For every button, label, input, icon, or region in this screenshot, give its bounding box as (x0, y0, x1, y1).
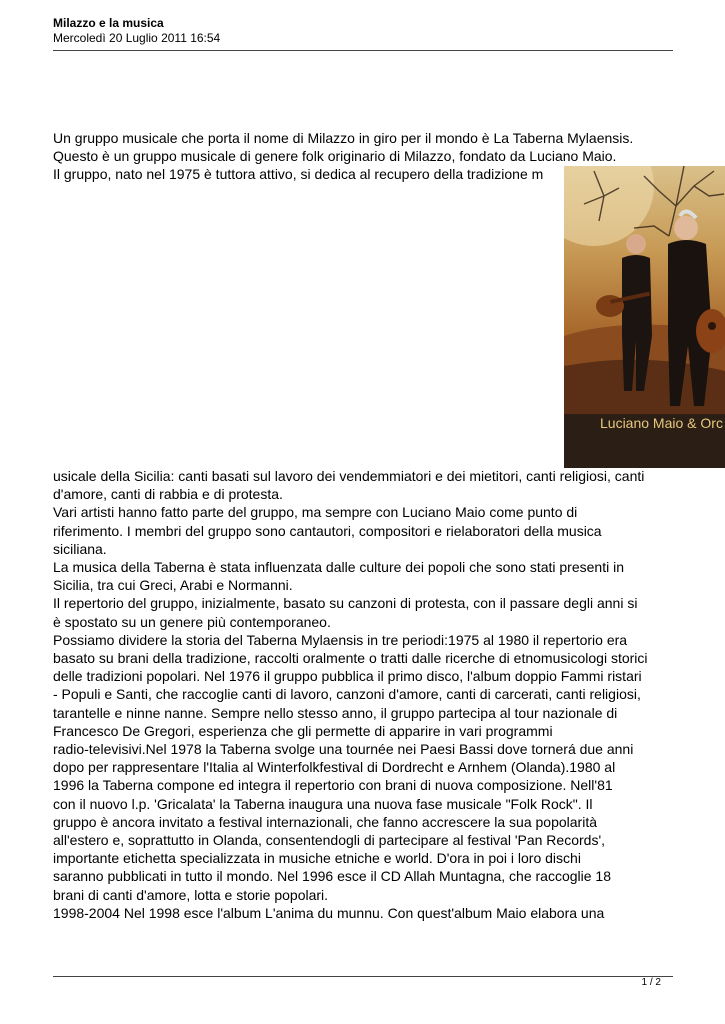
text-line: gruppo è ancora invitato a festival internazionali, che fanno accrescere la sua popolarità (53, 813, 597, 830)
text-line: importante etichetta specializzata in musiche etniche e world. D'ora in poi i loro dischi (53, 850, 581, 867)
text-line: all'estero e, soprattutto in Olanda, consentendogli di partecipare al festival 'Pan Records', (53, 832, 606, 849)
photo-caption: Luciano Maio & Orc (600, 415, 723, 431)
text-line: 1996 la Taberna compone ed integra il repertorio con brani di nuova composizione. Nell'81 (53, 777, 613, 794)
text-line: basato su brani della tradizione, raccolti oralmente o tratti dalle ricerche di etnomusicologi storici (53, 650, 648, 667)
footer-divider (53, 976, 673, 977)
text-line: dopo per rappresentare l'Italia al Winterfolkfestival di Dordrecht e Arnhem (Olanda).1980 al (53, 759, 616, 776)
text-line: 1998-2004 Nel 1998 esce l'album L'anima du munnu. Con quest'album Maio elabora una (53, 904, 605, 921)
text-line: d'amore, canti di rabbia e di protesta. (53, 486, 283, 503)
text-line: Un gruppo musicale che porta il nome di Milazzo in giro per il mondo è La Taberna Mylaensis. (53, 130, 634, 146)
intro-paragraph (53, 129, 633, 184)
text-line: Sicilia, tra cui Greci, Arabi e Normanni. (53, 577, 293, 594)
page-number: 1 / 2 (641, 977, 661, 988)
text-line: radio-televisivi.Nel 1978 la Taberna svolge una tournée nei Paesi Bassi dove tornerá due anni (53, 741, 634, 758)
text-line: Il gruppo, nato nel 1975 è tuttora attivo, si dedica al recupero della tradizione m (53, 166, 544, 183)
page-header (53, 16, 673, 46)
text-line: riferimento. I membri del gruppo sono cantautori, compositori e rielaboratori della musica (53, 522, 602, 539)
text-line: brani di canti d'amore, lotta e storie popolari. (53, 886, 329, 903)
text-line: siciliana. (53, 540, 107, 557)
text-line: usicale della Sicilia: canti basati sul lavoro dei vendemmiatori e dei mietitori, canti religiosi, canti (53, 468, 645, 484)
document-title: Milazzo e la musica (53, 16, 164, 30)
text-line: tarantelle e ninne nanne. Sempre nello stesso anno, il gruppo partecipa al tour nazionale di (53, 704, 618, 721)
body-paragraph (53, 467, 648, 922)
document-date: Mercoledì 20 Luglio 2011 16:54 (53, 31, 221, 45)
text-line: Francesco De Gregori, esperienza che gli permette di apparire in vari programmi (53, 722, 553, 739)
text-line: delle tradizioni popolari. Nel 1976 il gruppo pubblica il primo disco, l'album doppio Fammi ristari (53, 668, 642, 685)
text-line: Possiamo dividere la storia del Taberna Mylaensis in tre periodi:1975 al 1980 il repertorio era (53, 631, 628, 648)
text-line: è spostato su un genere più contemporaneo. (53, 613, 331, 630)
text-line: con il nuovo l.p. 'Gricalata' la Taberna inaugura una nuova fase musicale "Folk Rock". Il (53, 795, 593, 812)
text-line: Il repertorio del gruppo, inizialmente, basato su canzoni di protesta, con il passare degli anni si (53, 595, 638, 612)
text-line: Questo è un gruppo musicale di genere folk originario di Milazzo, fondato da Luciano Maio. (53, 148, 617, 165)
text-line: Vari artisti hanno fatto parte del gruppo, ma sempre con Luciano Maio come punto di (53, 504, 578, 521)
header-divider (53, 50, 673, 51)
text-line: La musica della Taberna è stata influenzata dalle culture dei popoli che sono stati presenti in (53, 559, 624, 576)
text-line: - Populi e Santi, che raccoglie canti di lavoro, canzoni d'amore, canti di carcerati, canti religiosi, (53, 686, 641, 703)
text-line: saranno pubblicati in tutto il mondo. Nel 1996 esce il CD Allah Muntagna, che raccoglie 18 (53, 868, 611, 885)
band-photo (564, 166, 725, 468)
